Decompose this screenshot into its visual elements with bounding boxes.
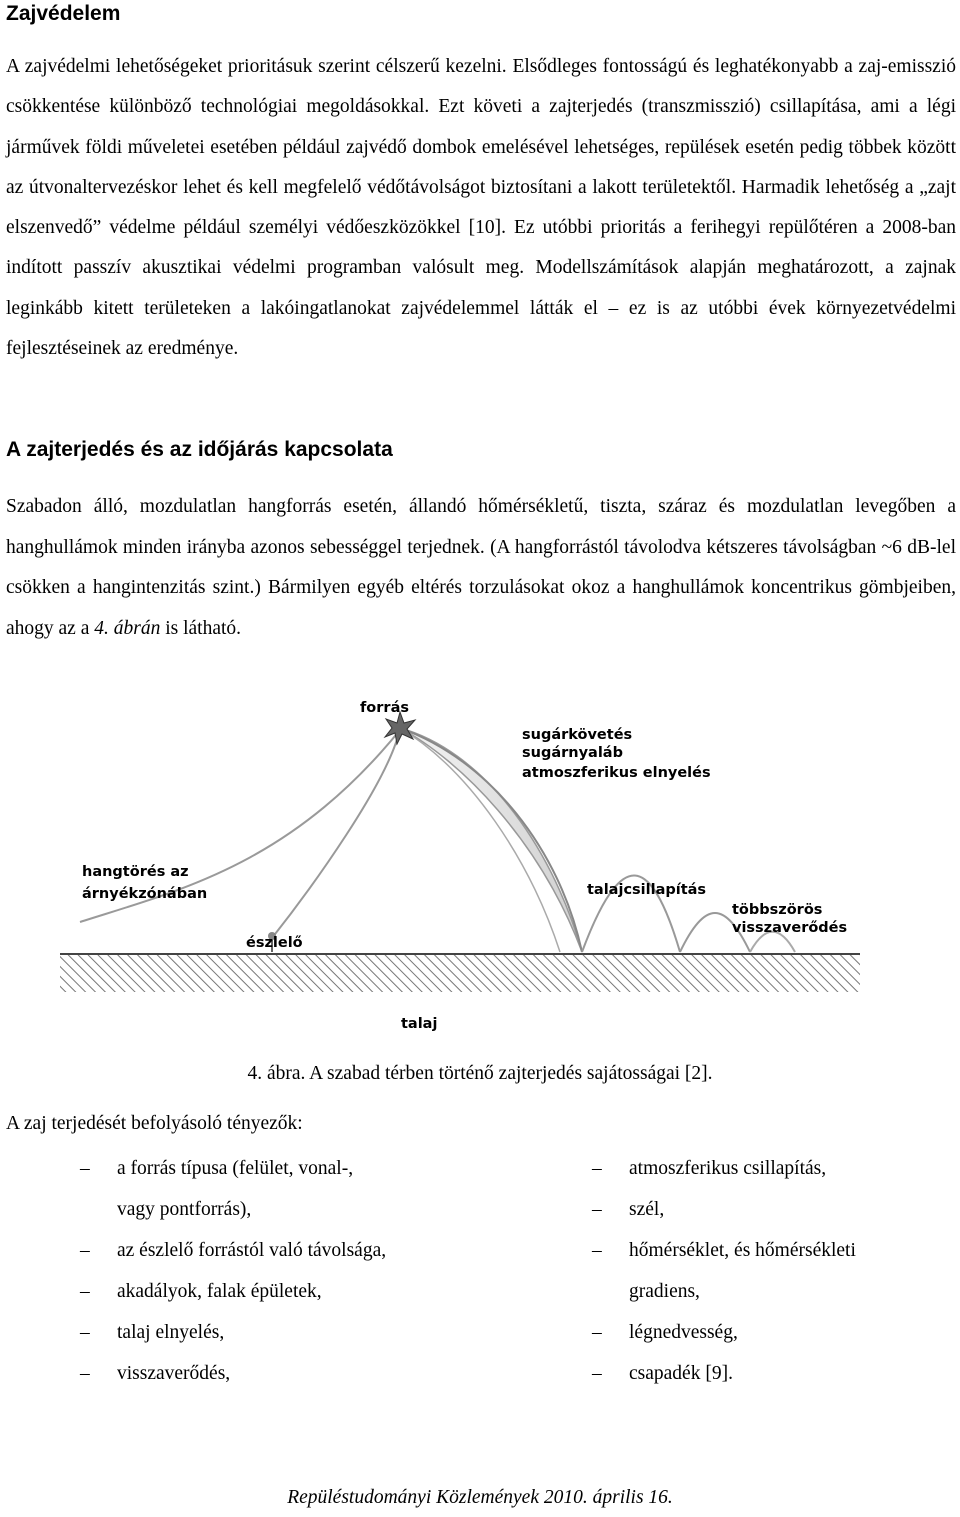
label-multiple-reflections-1: többszörös [732, 902, 823, 918]
label-observer: észlelő [246, 935, 303, 951]
page-footer: Repüléstudományi Közlemények 2010. április 16. [287, 1487, 673, 1508]
dash-bullet: – [592, 1322, 602, 1343]
factor-text: a forrás típusa (felület, vonal-, [117, 1158, 354, 1179]
label-atmospheric-absorption: atmoszferikus elnyelés [522, 765, 711, 781]
factor-item [80, 1230, 460, 1271]
source-star-icon [385, 712, 415, 744]
factor-item [80, 1312, 460, 1353]
sound-propagation-figure [60, 690, 900, 1035]
factor-item [80, 1189, 460, 1230]
factors-intro: A zaj terjedését befolyásoló tényezők: [6, 1113, 303, 1134]
noise-protection-paragraph: A zajvédelmi lehetőségeket prioritásuk szerint célszerű kezelni. Elsődleges fontosságú és leghatékonyabb a zaj-emisszió csökkentése különböző technológiai megoldásokkal. Ezt követi a zajterjedés (transzmisszió) csillapítása, ami a légi járművek földi műveletei esetében például zajvédő dombok emelésével lehetséges, repülések esetén pedig többek között az útvonaltervezéskor lehet és kell megfelelő védőtávolságot biztosítani a lakott területektől. Harmadik lehetőség a „zajt elszenvedő” védelme például személyi védőeszközökkel [10]. Ez utóbbi prioritás a ferihegyi repülőtéren a 2008-ban indított passzív akusztikai védelmi programban valósult meg. Modellszámítások alapján meghatározott, a zajnak leginkább kitett területeken a lakóingatlanokat zajvédelemmel látták el ‒ ez is az utóbbi évek környezetvédelmi fejlesztéseinek az eredménye. [6, 56, 956, 360]
dash-bullet: – [592, 1363, 602, 1384]
factor-item [592, 1353, 912, 1394]
dash-bullet: – [592, 1240, 602, 1261]
label-shadow-refraction-1: hangtörés az [82, 864, 189, 880]
ray-beam [400, 728, 582, 952]
dash-bullet: – [80, 1158, 90, 1179]
factor-item [592, 1230, 912, 1271]
factor-item [592, 1148, 912, 1189]
dash-bullet: – [80, 1322, 90, 1343]
factor-text: akadályok, falak épületek, [117, 1281, 322, 1302]
factor-text: légnedvesség, [629, 1322, 738, 1343]
factor-item [592, 1271, 912, 1312]
paragraph-text-b: is látható. [160, 617, 242, 639]
factor-text: talaj elnyelés, [117, 1322, 225, 1343]
factor-text: szél, [629, 1199, 665, 1220]
dash-bullet: – [80, 1363, 90, 1384]
propagation-diagram [60, 690, 900, 1035]
factor-text: atmoszferikus csillapítás, [629, 1158, 827, 1179]
factor-text: csapadék [9]. [629, 1363, 733, 1384]
factor-text: az észlelő forrástól való távolsága, [117, 1240, 387, 1261]
factors-list-left [80, 1148, 460, 1394]
factor-item [80, 1148, 460, 1189]
factor-text: visszaverődés, [117, 1363, 231, 1384]
factor-item [80, 1353, 460, 1394]
section-heading-weather-relation: A zajterjedés és az időjárás kapcsolata [6, 438, 393, 461]
label-ray-tracing: sugárkövetés [522, 727, 633, 743]
label-shadow-refraction-2: árnyékzónában [82, 886, 208, 902]
factor-text: hőmérséklet, és hőmérsékleti [629, 1240, 856, 1261]
factor-text: vagy pontforrás), [117, 1199, 252, 1220]
weather-relation-paragraph [6, 487, 956, 649]
label-ground-attenuation: talajcsillapítás [587, 882, 707, 898]
factor-item [592, 1189, 912, 1230]
factor-item [592, 1312, 912, 1353]
figure-reference: 4. ábrán [94, 617, 161, 639]
label-source: forrás [360, 700, 409, 716]
label-ground: talaj [401, 1016, 438, 1032]
dash-bullet: – [80, 1281, 90, 1302]
ray-path-main [400, 728, 582, 952]
dash-bullet: – [592, 1199, 602, 1220]
paragraph-text-a: Szabadon álló, mozdulatlan hangforrás esetén, állandó hőmérsékletű, tiszta, száraz és mozdulatlan levegőben a hanghullámok minden irányba azonos sebességgel terjednek. (A hangforrástól távolodva kétszeres távolságban ~6 dB-lel csökken a hangintenzitás szint.) Bármilyen egyéb eltérés torzulásokat okoz a hanghullámok koncentrikus gömbjeiben, ahogy az a [6, 496, 956, 639]
dash-bullet: – [80, 1240, 90, 1261]
dash-bullet: – [592, 1158, 602, 1179]
label-ray-path: sugárnyaláb [522, 745, 623, 761]
ground-hatch [60, 954, 860, 992]
factor-item [80, 1271, 460, 1312]
figure-caption: 4. ábra. A szabad térben történő zajterjedés sajátosságai [2]. [247, 1063, 713, 1084]
factors-list-right [592, 1148, 912, 1394]
factor-text: gradiens, [629, 1281, 700, 1302]
label-multiple-reflections-2: visszaverődés [732, 920, 848, 936]
section-heading-noise-protection: Zajvédelem [6, 2, 121, 25]
